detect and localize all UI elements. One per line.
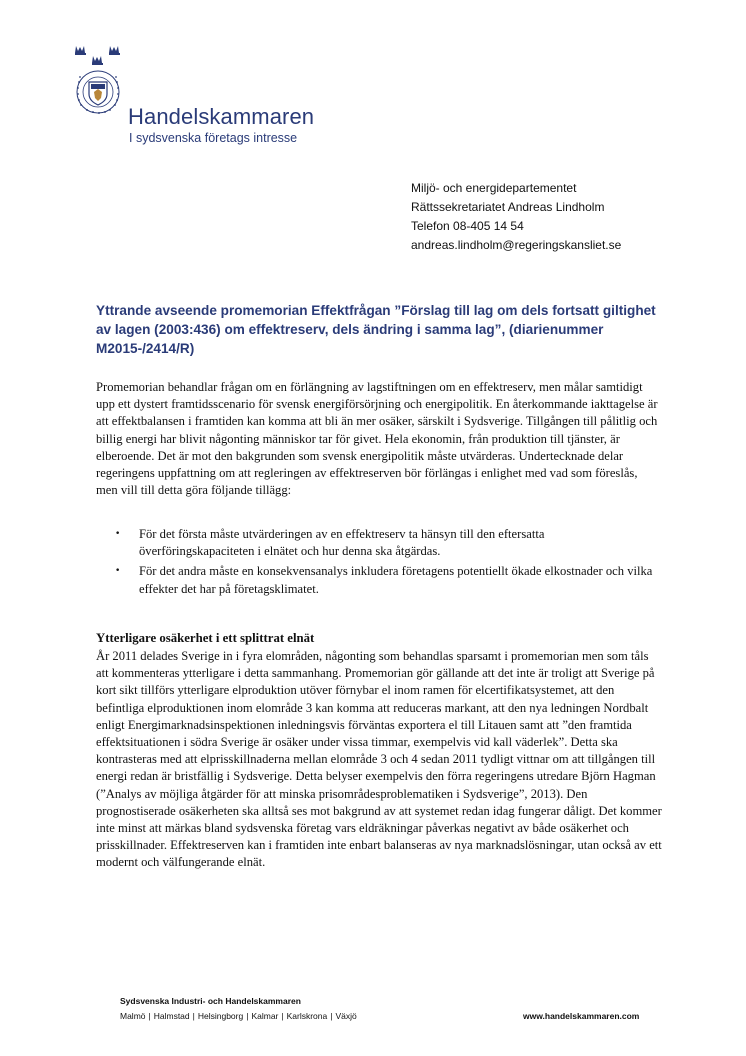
bullet-icon: •	[115, 566, 121, 577]
bullet-list	[96, 526, 662, 601]
brand-name: Handelskammaren	[128, 104, 315, 129]
footer-separator: |	[148, 1011, 151, 1021]
recipient-address-block	[411, 179, 621, 255]
footer-separator: |	[192, 1011, 195, 1021]
document-title: Yttrande avseende promemorian Effektfrågan ”Förslag till lag om dels fortsatt giltighet av lagen (2003:436) om effektreserv, dels ändring i samma lag”, (diarienummer M2015-/2414/R)	[96, 303, 656, 356]
recipient-department: Miljö- och energidepartementet	[411, 181, 577, 195]
footer-separator: |	[281, 1011, 284, 1021]
footer-city: Kalmar	[251, 1011, 279, 1021]
bullet-icon: •	[115, 529, 121, 539]
footer-city: Karlskrona	[286, 1011, 328, 1021]
crowned-griffin-seal-icon	[70, 42, 126, 118]
footer-cities	[120, 1011, 357, 1021]
section-heading: Ytterligare osäkerhet i ett splittrat elnät	[96, 631, 315, 645]
recipient-phone: Telefon 08-405 14 54	[411, 219, 524, 233]
bullet-item	[96, 563, 662, 597]
section-paragraph: År 2011 delades Sverige in i fyra elområden, någonting som behandlas sparsamt i promemorian men som tåls att kommenteras ytterligare i detta sammanhang. Promemorian gör gällande att det inte är troligt att Sverige på kort sikt tillförs ytterligare elproduktion utöver förnybar el inom ramen för elcertifikatsystemet, att den befintliga elproduktionen inom elområde 3 kan komma att reduceras markant, att den nya ledningen Nordbalt enligt Energimarknadsinspektionen inledningsvis förväntas exportera el till Litauen samt att ”den framtida effektsituationen i södra Sverige är osäker under vissa timmar, exempelvis vid kall väderlek”. Detta ska kontrasteras med att elprisskillnaderna mellan elområde 3 och 4 sedan 2011 tydligt vittnar om att tillgången till energi redan är bristfällig i Sydsverige. Detta belyser exempelvis den förra regeringens utredare Björn Hagman (”Analys av möjliga åtgärder för att minska prisområdesproblematiken i Sydsverige”, 2013). Den prognostiserade osäkerheten ska alltså ses mot bakgrund av att systemet redan idag fungerar dåligt. Det kommer inte minst att märkas bland sydsvenska företag vars eldräkningar påverkas negativt av både osäkerhet och prisskillnader. Effektreserven kan i framtiden inte enbart balanseras av nya marknadslösningar, utan också av ett modernt och välfungerande elnät.	[96, 649, 662, 870]
bullet-text: För det första måste utvärderingen av en effektreserv ta hänsyn till den eftersatta överföringskapaciteten i elnätet och hur denna ska åtgärdas.	[139, 527, 545, 559]
intro-paragraph: Promemorian behandlar frågan om en förlängning av lagstiftningen om en effektreserv, men målar samtidigt upp ett dystert framtidsscenario för svensk energiförsörjning och energipolitik. En återkommande iakttagelse är att effektbalansen i framtiden kan komma att bli än mer osäker, särskilt i Sydsverige. Tillgången till pålitlig och billig energi har blivit någonting människor tar för givet. Hela ekonomin, från produktion till tjänster, är elberoende. Det är mot den bakgrunden som svensk energipolitik måste utvärderas. Undertecknade delar regeringens uppfattning om att regleringen av effektreserven bör förlängas i enlighet med vad som föreslås, men vill till detta göra följande tillägg:	[96, 380, 658, 498]
footer-city: Helsingborg	[197, 1011, 244, 1021]
footer-separator: |	[330, 1011, 333, 1021]
brand-tagline: I sydsvenska företags intresse	[129, 131, 298, 145]
footer-organization: Sydsvenska Industri- och Handelskammaren	[120, 996, 301, 1006]
footer-city: Malmö	[120, 1011, 146, 1021]
recipient-email: andreas.lindholm@regeringskansliet.se	[411, 238, 622, 252]
footer-city: Halmstad	[153, 1011, 190, 1021]
bullet-text: För det andra måste en konsekvensanalys inkludera företagens potentiellt ökade elkostnader och vilka effekter det har på företagsklimatet.	[139, 564, 653, 596]
company-logo	[70, 42, 330, 145]
recipient-contact: Rättssekretariatet Andreas Lindholm	[411, 200, 605, 214]
footer-separator: |	[246, 1011, 249, 1021]
footer-website-link[interactable]: www.handelskammaren.com	[523, 1011, 640, 1021]
bullet-item	[96, 526, 662, 560]
footer-city: Växjö	[335, 1011, 357, 1021]
